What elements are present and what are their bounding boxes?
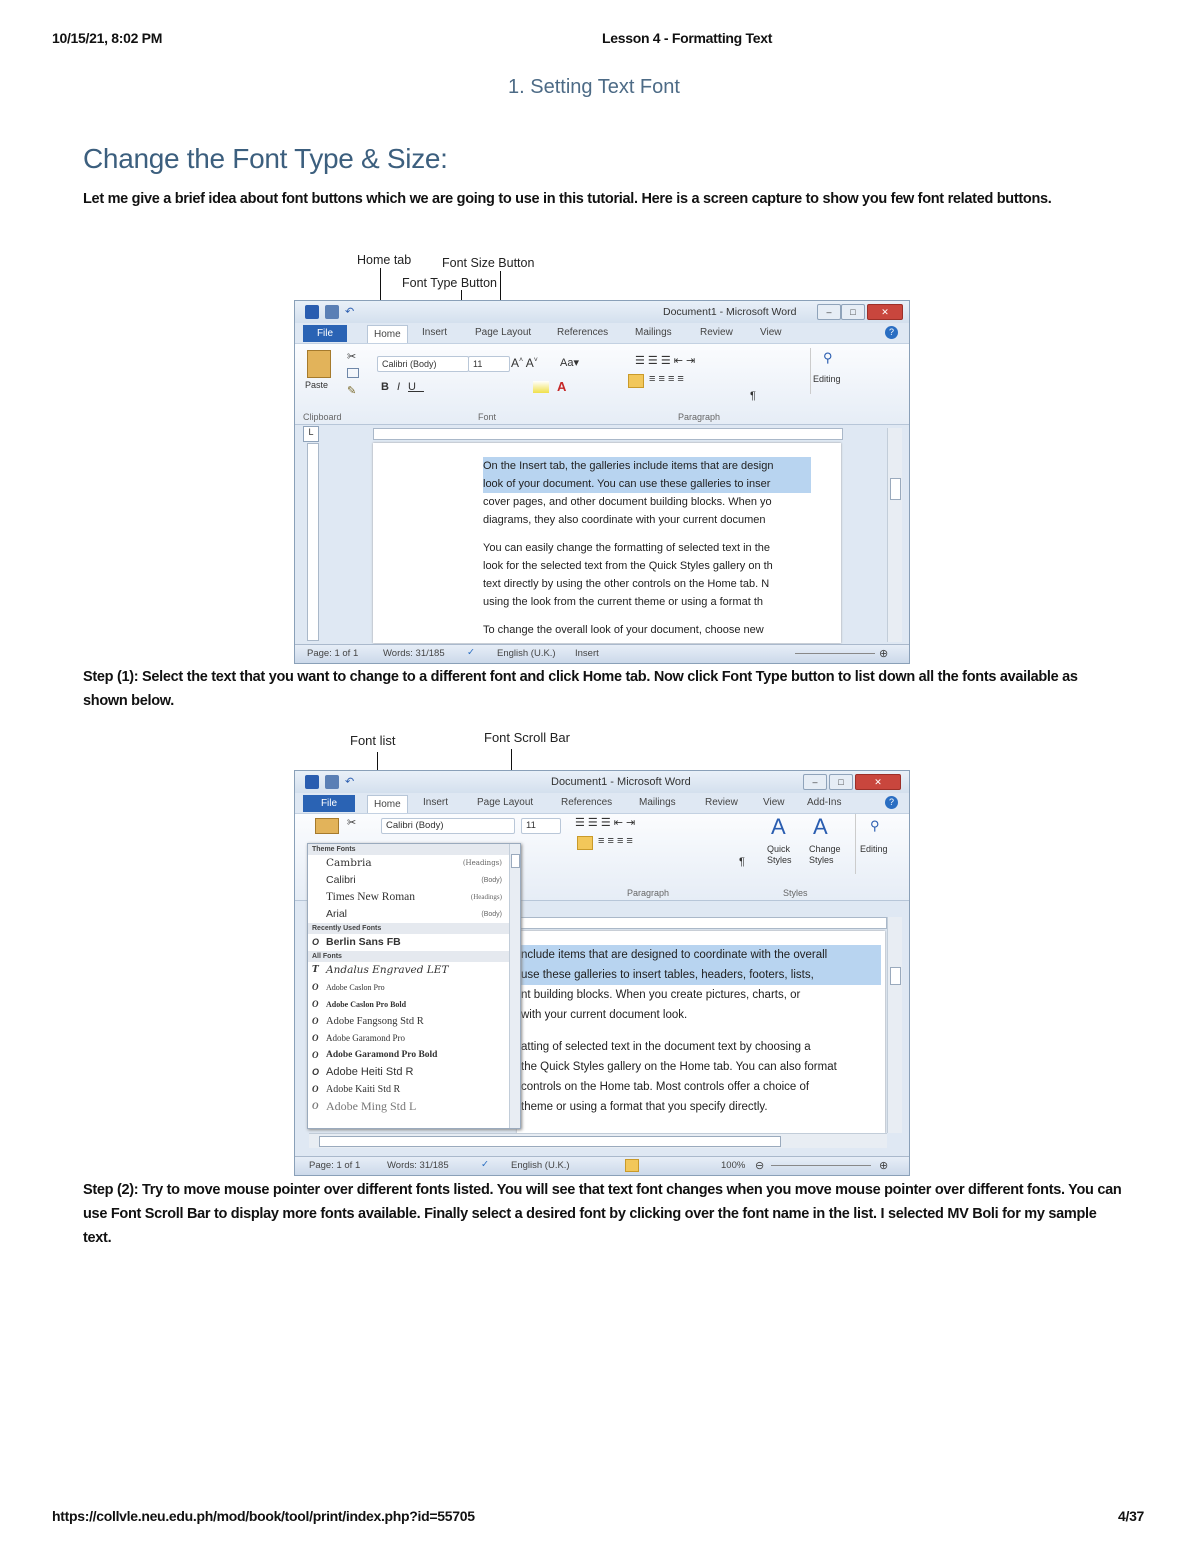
document-text <box>483 457 811 639</box>
status-page[interactable]: Page: 1 of 1 <box>309 1160 361 1171</box>
font-option-name: Adobe Caslon Pro <box>326 983 385 992</box>
align-left-icon[interactable] <box>577 836 593 850</box>
word-window-1 <box>294 300 910 664</box>
doc-line: look of your document. You can use these galleries to inser <box>483 475 811 493</box>
doc-line: To change the overall look of your document, choose new <box>483 624 764 636</box>
maximize-icon[interactable]: □ <box>841 304 865 320</box>
paste-icon[interactable] <box>315 818 339 834</box>
bullets-icon[interactable]: ☰ ☰ ☰ ⇤ ⇥ <box>575 817 636 829</box>
ribbon-tabs <box>295 323 909 343</box>
tab-review[interactable]: Review <box>705 797 738 808</box>
tab-mailings[interactable]: Mailings <box>639 797 676 808</box>
tab-home[interactable]: Home <box>367 795 408 813</box>
tab-insert[interactable]: Insert <box>423 797 449 808</box>
pilcrow-icon[interactable]: ¶ <box>739 856 745 868</box>
print-doc-title: Lesson 4 - Formatting Text <box>602 30 773 46</box>
step2-text-c: for my sample text. <box>83 1206 1097 1246</box>
zoom-out-icon[interactable]: ⊖ <box>755 1160 765 1172</box>
font-option[interactable] <box>308 906 520 923</box>
font-option-name: Adobe Ming Std L <box>326 1099 417 1113</box>
minimize-icon[interactable]: – <box>803 774 827 790</box>
font-option[interactable] <box>308 996 520 1013</box>
font-type-dropdown[interactable]: Calibri (Body) <box>377 356 469 372</box>
help-icon[interactable]: ? <box>885 796 898 809</box>
proofing-icon[interactable]: ✓ <box>467 647 475 658</box>
step2-paragraph <box>83 1178 1123 1250</box>
undo-icon[interactable]: ↶ <box>345 306 355 318</box>
font-option-name: Adobe Caslon Pro Bold <box>326 1000 407 1009</box>
font-type-dropdown[interactable]: Calibri (Body) <box>381 818 515 834</box>
font-option[interactable] <box>308 1098 520 1115</box>
font-option[interactable] <box>308 1047 520 1064</box>
step1-text-c: button to list down all the fonts available as shown below. <box>83 669 1078 709</box>
font-option-name: Berlin Sans FB <box>326 936 401 948</box>
align-icons[interactable]: ≡ ≡ ≡ ≡ <box>649 373 684 385</box>
highlight-icon[interactable] <box>533 381 549 393</box>
paste-icon[interactable] <box>307 350 331 378</box>
theme-fonts-header: Theme Fonts <box>308 844 520 855</box>
tab-home[interactable]: Home <box>367 325 408 343</box>
font-option-name: Times New Roman <box>326 891 416 903</box>
truetype-icon: T <box>312 965 319 975</box>
ruler[interactable] <box>373 428 843 440</box>
print-datetime: 10/15/21, 8:02 PM <box>52 30 163 46</box>
step2-label: Step (2): <box>83 1182 139 1198</box>
tab-mailings[interactable]: Mailings <box>635 327 672 338</box>
font-option-name: Cambria <box>326 857 372 869</box>
status-words[interactable]: Words: 31/185 <box>387 1160 449 1171</box>
cut-icon[interactable]: ✂ <box>347 351 357 363</box>
quick-styles-button[interactable] <box>765 814 799 874</box>
opentype-icon: O <box>312 999 319 1009</box>
h-scroll-thumb[interactable] <box>319 1136 781 1147</box>
recent-fonts-header: Recently Used Fonts <box>308 923 520 934</box>
font-option-name: Adobe Heiti Std R <box>326 1066 414 1078</box>
doc-line: You can easily change the formatting of selected text in the <box>483 542 770 554</box>
zoom-in-icon[interactable]: ⊕ <box>879 648 889 660</box>
pilcrow-icon[interactable]: ¶ <box>750 390 756 402</box>
print-page-number: 4/37 <box>1118 1508 1145 1524</box>
document-page[interactable] <box>373 443 841 643</box>
editing-label: Editing <box>860 844 888 854</box>
font-option-tag: (Body) <box>481 911 502 918</box>
zoom-in-icon[interactable]: ⊕ <box>879 1160 889 1172</box>
opentype-icon: O <box>312 1101 319 1111</box>
vertical-ruler <box>307 443 319 641</box>
doc-line: cover pages, and other document building blocks. When yo <box>483 496 772 508</box>
save-icon[interactable] <box>325 775 339 789</box>
home-tab-label: Home tab <box>357 253 412 267</box>
change-styles-icon: A <box>813 814 828 839</box>
scroll-thumb[interactable] <box>890 967 901 985</box>
opentype-icon: O <box>312 1050 319 1060</box>
editing-group[interactable]: ⚲ Editing <box>810 348 853 394</box>
word-window-2 <box>294 770 910 1176</box>
opentype-icon: O <box>312 982 319 992</box>
window-title: Document1 - Microsoft Word <box>551 776 691 788</box>
close-icon[interactable]: ✕ <box>855 774 901 790</box>
vertical-scrollbar[interactable] <box>887 428 902 642</box>
vertical-scrollbar[interactable] <box>887 917 902 1133</box>
status-page[interactable]: Page: 1 of 1 <box>307 648 359 659</box>
opentype-icon: O <box>312 937 320 947</box>
tab-references[interactable]: References <box>561 797 613 808</box>
doc-line: with your current document look. <box>521 1009 688 1021</box>
font-option-tag: (Body) <box>481 877 502 884</box>
print-layout-icon[interactable] <box>625 1159 639 1172</box>
align-icons[interactable]: ≡ ≡ ≡ ≡ <box>598 835 633 847</box>
font-option[interactable] <box>308 889 520 906</box>
group-clipboard: Clipboard <box>303 412 342 422</box>
intro-paragraph: Let me give a brief idea about font buttons which we are going to use in this tutorial. Here is a screen capture to show you few font related buttons. <box>83 191 1052 207</box>
minimize-icon[interactable]: – <box>817 304 841 320</box>
font-color-icon[interactable]: A <box>557 379 567 394</box>
font-scroll-bar-label: Font Scroll Bar <box>484 730 570 745</box>
doc-line: use these galleries to insert tables, headers, footers, lists, <box>521 965 881 985</box>
status-mode[interactable]: Insert <box>575 648 599 659</box>
doc-line: controls on the Home tab. Most controls offer a choice of <box>521 1081 810 1093</box>
document-page[interactable] <box>517 931 885 1133</box>
font-option[interactable] <box>308 1081 520 1098</box>
step2-bold-b: MV Boli <box>947 1206 999 1222</box>
doc-line: atting of selected text in the document text by choosing a <box>521 1041 811 1053</box>
paste-label: Paste <box>305 380 329 390</box>
step2-text-a: Try to move mouse pointer over different fonts listed. You will see that text font changes when you move mouse pointer over different fonts. You can use <box>83 1182 1122 1222</box>
doc-line: nclude items that are designed to coordinate with the overall <box>521 945 881 965</box>
tab-page-layout[interactable]: Page Layout <box>477 797 534 808</box>
doc-line: using the look from the current theme or using a format th <box>483 596 764 608</box>
font-option-name: Andalus Engraved LET <box>326 964 449 976</box>
tab-references[interactable]: References <box>557 327 609 338</box>
doc-line: theme or using a format that you specify directly. <box>521 1101 768 1113</box>
print-url: https://collvle.neu.edu.ph/mod/book/tool/print/index.php?id=55705 <box>52 1508 475 1524</box>
font-option-name: Adobe Fangsong Std R <box>326 1016 424 1027</box>
group-paragraph: Paragraph <box>627 888 670 898</box>
doc-line: diagrams, they also coordinate with your current documen <box>483 514 766 526</box>
scroll-thumb[interactable] <box>890 478 901 500</box>
ruler[interactable] <box>517 917 887 929</box>
status-language[interactable]: English (U.K.) <box>511 1160 570 1171</box>
find-icon: ⚲ <box>870 818 880 833</box>
tab-review[interactable]: Review <box>700 327 733 338</box>
title-bar <box>295 301 909 323</box>
doc-line: the Quick Styles gallery on the Home tab. You can also format <box>521 1061 837 1073</box>
change-styles-label: Change Styles <box>809 844 841 865</box>
group-paragraph: Paragraph <box>678 412 721 422</box>
font-option[interactable] <box>308 872 520 889</box>
tab-view[interactable]: View <box>763 797 785 808</box>
page-heading: Change the Font Type & Size: <box>83 143 448 174</box>
step1-text-b: . Now click <box>646 669 722 685</box>
font-option[interactable] <box>308 934 520 951</box>
tab-selector[interactable]: L <box>303 426 319 442</box>
font-size-button-label: Font Size Button <box>442 256 535 270</box>
document-text <box>521 945 881 1117</box>
quick-styles-icon: A <box>771 814 786 839</box>
bullets-icon[interactable]: ☰ ☰ ☰ ⇤ ⇥ <box>635 355 696 367</box>
tab-file[interactable]: File <box>303 795 355 812</box>
tab-file[interactable]: File <box>303 325 347 342</box>
font-option-tag: (Headings) <box>462 859 502 867</box>
font-option[interactable] <box>308 1030 520 1047</box>
status-bar <box>295 644 909 663</box>
doc-line: look for the selected text from the Quick Styles gallery on th <box>483 560 773 572</box>
zoom-slider[interactable] <box>771 1165 871 1166</box>
proofing-icon[interactable]: ✓ <box>481 1159 489 1170</box>
step1-text-a: Select the text that you want to change to a different font and click <box>138 669 583 685</box>
grow-font-icon[interactable]: A˄ A˅ <box>511 356 538 370</box>
font-option-name: Arial <box>326 908 348 920</box>
font-option-name: Calibri <box>326 874 356 886</box>
cut-icon[interactable]: ✂ <box>347 817 357 829</box>
font-option[interactable] <box>308 855 520 872</box>
step2-bold-a: Font Scroll Bar <box>110 1206 211 1222</box>
align-left-icon[interactable] <box>628 374 644 388</box>
help-icon[interactable]: ? <box>885 326 898 339</box>
undo-icon[interactable]: ↶ <box>345 776 355 788</box>
font-scroll-thumb[interactable] <box>511 854 520 868</box>
step1-label: Step (1): <box>83 669 139 685</box>
step1-bold-a: Home tab <box>582 669 647 685</box>
all-fonts-header: All Fonts <box>308 951 520 962</box>
font-option-name: Adobe Garamond Pro <box>326 1033 405 1043</box>
tab-insert[interactable]: Insert <box>422 327 448 338</box>
font-scroll-bar[interactable] <box>509 844 520 1128</box>
change-styles-button[interactable] <box>807 814 845 874</box>
step2-text-b: to display more fonts available. Finally select a desired font by clicking over the font name in the list. I selected <box>210 1206 948 1222</box>
zoom-slider[interactable] <box>795 653 875 654</box>
status-words[interactable]: Words: 31/185 <box>383 648 445 659</box>
tab-add-ins[interactable]: Add-Ins <box>807 797 842 808</box>
title-bar <box>295 771 909 793</box>
status-language[interactable]: English (U.K.) <box>497 648 556 659</box>
ribbon <box>295 343 909 425</box>
font-option-tag: (Headings) <box>470 893 502 901</box>
status-bar <box>295 1156 909 1175</box>
font-option[interactable] <box>308 1064 520 1081</box>
doc-line: On the Insert tab, the galleries include items that are design <box>483 457 811 475</box>
font-option[interactable] <box>308 962 520 979</box>
close-icon[interactable]: ✕ <box>867 304 903 320</box>
editing-label: Editing <box>813 374 841 384</box>
quick-styles-label: Quick Styles <box>767 844 792 865</box>
opentype-icon: O <box>312 1084 319 1094</box>
copy-icon[interactable] <box>347 368 359 378</box>
font-list-dropdown[interactable] <box>307 843 521 1129</box>
doc-line: nt building blocks. When you create pictures, charts, or <box>521 989 801 1001</box>
step1-paragraph <box>83 665 1123 713</box>
zoom-level[interactable]: 100% <box>721 1160 746 1171</box>
opentype-icon: O <box>312 1016 319 1026</box>
format-painter-icon[interactable]: ✎ <box>347 385 357 397</box>
font-option[interactable] <box>308 979 520 996</box>
font-list-label: Font list <box>350 733 396 748</box>
font-option-name: Adobe Kaiti Std R <box>326 1084 401 1095</box>
bold-italic-underline-icons[interactable]: BIU <box>381 381 424 393</box>
ribbon-tabs <box>295 793 909 813</box>
window-title: Document1 - Microsoft Word <box>663 306 797 318</box>
horizontal-scrollbar[interactable] <box>309 1133 887 1148</box>
step1-bold-b: Font Type <box>721 669 788 685</box>
save-icon[interactable] <box>325 305 339 319</box>
section-title: 1. Setting Text Font <box>508 76 680 98</box>
change-case-icon[interactable]: Aa▾ <box>560 357 579 369</box>
maximize-icon[interactable]: □ <box>829 774 853 790</box>
tab-view[interactable]: View <box>760 327 782 338</box>
doc-line: text directly by using the other controls on the Home tab. N <box>483 578 770 590</box>
font-type-button-label: Font Type Button <box>402 276 497 290</box>
editing-group[interactable] <box>855 814 900 874</box>
tab-page-layout[interactable]: Page Layout <box>475 327 532 338</box>
font-size-dropdown[interactable]: 11 <box>521 818 561 834</box>
opentype-icon: O <box>312 1067 320 1077</box>
group-styles: Styles <box>783 888 808 898</box>
group-font: Font <box>478 412 497 422</box>
word-icon <box>305 305 319 319</box>
font-option-name: Adobe Garamond Pro Bold <box>326 1050 438 1060</box>
opentype-icon: O <box>312 1033 319 1043</box>
font-size-dropdown[interactable]: 11 <box>468 356 510 372</box>
word-icon <box>305 775 319 789</box>
font-option[interactable] <box>308 1013 520 1030</box>
